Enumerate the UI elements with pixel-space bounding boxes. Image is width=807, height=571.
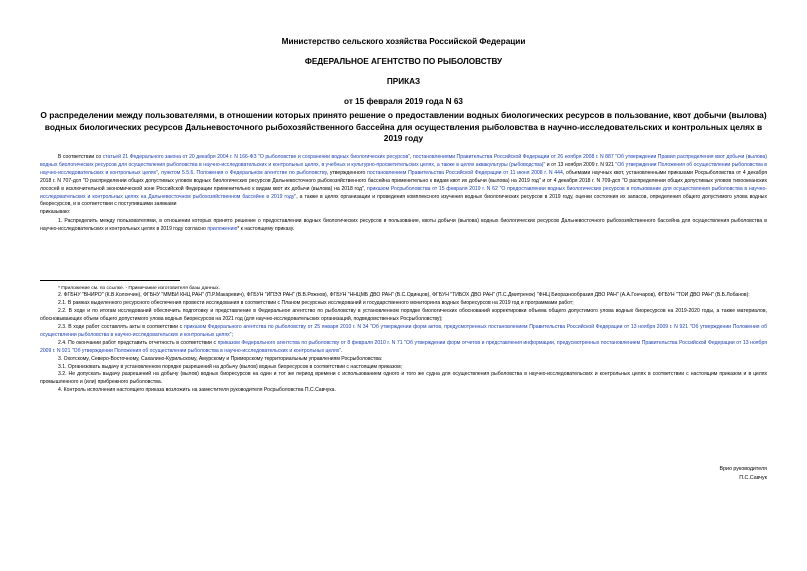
footnote: * Приложение см. по ссылке. - Примечание изготовителя базы данных.: [58, 286, 220, 291]
preamble-text: , объемами научных квот, установленными приказами Росрыболовства от 4 декабря 2018 г. N 707-дсп "О распределении общих допустимых уловов водных биологических ресурсов Дальневосточного рыбохозяйственного бассейна применительно к видам квот их добычи (вылова) на 2019 год" и от 4 декабря 2018 г. N 709-дсп "О распределении общих допустимых уловов тихоокеанских лососей в исключительной экономической зоне Российской Федерации применительно к видам квот их добычи (вылова) на 2018 год",: [40, 169, 767, 192]
preamble-text: и от 13 ноября 2009 г. N 921: [545, 161, 616, 168]
agency-regulation-link[interactable]: пунктом 5.5.6. Положения о Федеральном агентстве по рыболовству: [161, 169, 327, 176]
item-3-1: 3.1. Организовать выдачу в установленном порядке разрешений на добычу (вылов) водных биоресурсов в соответствии с настоящим приказом;: [58, 363, 402, 370]
signature-block: [720, 465, 767, 483]
document-body-continued: [40, 285, 767, 395]
document-type: ПРИКАЗ: [386, 77, 421, 86]
resolution-444-link[interactable]: постановлением Правительства Российской Федерации от 11 июня 2008 г. N 444: [367, 169, 563, 176]
item-2-4-text: .: [341, 347, 343, 354]
preamble-text: В соответствии со: [58, 154, 103, 160]
order-62-link[interactable]: приказом Росрыболовства от 15 февраля 2019 г. N 62 "О предоставлении водных биологических ресурсов в пользование для осуществления рыболовства в научно-исследовательских и контрольных целях на Дальневосточном рыбохозяйственном бассейне в 2019 году": [40, 185, 767, 200]
item-2-4: [40, 340, 767, 356]
preamble-text: , утвержденного: [326, 169, 368, 176]
item-1: [40, 218, 767, 234]
item-2-4-text: 2.4. По окончании работ представить отчетность в соответствии с: [58, 339, 218, 346]
footnote-divider: [40, 280, 180, 281]
item-1-text: * к настоящему приказу.: [237, 226, 295, 233]
item-3: 3. Охотскому, Северо-Восточному, Сахалино-Курильскому, Амурскому и Приморскому территориальным управлениям Росрыболовства:: [58, 355, 383, 362]
signatory-name: П.С.Савчук: [739, 475, 767, 481]
document-body: [40, 154, 767, 234]
document-date-number: от 15 февраля 2019 года N 63: [344, 97, 463, 106]
preamble-paragraph: [40, 154, 767, 209]
preamble-text: , а также в целях организации и проведения комплексного изучения водных биологических ресурсов в 2019 году, оценки состояния их запасов, определения общего допустимого улова водных биоресурсов, и в соответствии с поступившими заявками: [40, 193, 767, 208]
order-71-link[interactable]: приказом Федерального агентства по рыболовству от 8 февраля 2010 г. N 71 "Об утверждении форм отчетов и представления информации, предусмотренных постановлением Правительства Российской Федерации от 13 ноября 2009 г. N 921 "Об утверждении Положения об осуществлении рыболовства в научно-исследовательских и контрольных целях": [40, 339, 767, 354]
item-1-text: 1. Распределить между пользователями, в отношении которых принято решение о предоставлении водных биологических ресурсов в пользование, квоты добычи (вылова) водных биологических ресурсов Дальневосточного рыбохозяйственного бассейна для осуществления рыболовства в научно-исследовательских и контрольных целях в 2019 году согласно: [40, 218, 767, 233]
item-2-2: 2.2. В ходе и по итогам исследований обеспечить подготовку и представление в Федеральное агентство по рыболовству в установленном порядке биологических обоснований корректировки объема общего допустимого улова водных биоресурсов на 2019-2020 годы, а также материалов, обосновывающих объем общего допустимого улова водных биоресурсов на 2021 год (для научно-исследовательских организаций, подведомственных Росрыболовству);: [40, 308, 767, 323]
document-title: О распределении между пользователями, в отношении которых принято решение о предоставлении водных биологических ресурсов в пользование, квот добычи (вылова) водных биологических ресурсов Дальневосточного рыбохозяйственного бассейна для осуществления рыболовства в научно-исследовательских и контрольных целях в 2019 году: [40, 110, 767, 143]
item-4: 4. Контроль исполнения настоящего приказа возложить на заместителя руководителя Росрыболовства П.С.Савчука.: [58, 387, 336, 394]
item-2: 2. ФГБНУ "ВНИРО" (К.В.Колончин), ФГБНУ "ММБИ КНЦ РАН" (П.Р.Макаревич), ФГБУН "ИПЭЭ РАН" (В.В.Рожнов), ФГБУН "ННЦМБ ДВО РАН" (В.С.Одинцов), ФГБУН "ТИБОХ ДВО РАН" (П.С.Дмитренок) "ФНЦ Биоразнообразия ДВО РАН" (А.А.Гончаров), ФГБУН "ТОИ ДВО РАН" (В.Б.Лобанов):: [58, 292, 750, 299]
item-3-2: 3.2. Не допускать выдачу разрешений на добычу (вылов) водных биоресурсов на один и тот же период времени с использованием одного и того же судна для осуществления рыболовства в научно-исследовательских и контрольных целях в соответствии с настоящим приказом и в целях промышленного и (или) прибрежного рыболовства.: [40, 371, 767, 386]
preamble-text: ,: [410, 154, 413, 160]
resolution-921-link[interactable]: "Об утверждении Положения об осуществлении рыболовства в научно-исследовательских и контрольных целях": [40, 161, 767, 176]
item-2-1: 2.1. В рамках выделенного ресурсного обеспечения провести исследования в соответствии с Планом ресурсных исследований и государственного мониторинга водных биоресурсов на 2019 год и программами работ;: [58, 300, 574, 307]
item-2-3-text: ;: [231, 331, 233, 338]
signatory-position: Врио руководителя: [719, 466, 767, 472]
item-2-3-text: 2.3. В ходе работ составлять акты в соответствии с: [58, 324, 184, 331]
preamble-text: ,: [157, 169, 162, 176]
law-166-fz-link[interactable]: статьей 21 Федерального закона от 20 декабря 2004 г. N 166-ФЗ "О рыболовстве и сохранении водных биологических ресурсов": [102, 154, 411, 160]
resolution-887-link[interactable]: постановлениями Правительства Российской Федерации от 26 ноября 2008 г. N 887 "Об утверждении Правил распределения квот добычи (вылова) водных биологических ресурсов для осуществления рыболовства в научно-исследовательских и контрольных целях, в учебных и культурно-просветительских целях, а также в целях аквакультуры (рыбоводства)": [40, 154, 768, 168]
agency-name: ФЕДЕРАЛЬНОЕ АГЕНТСТВО ПО РЫБОЛОВСТВУ: [304, 57, 503, 66]
item-2-3: [40, 324, 767, 340]
document-header: [40, 36, 767, 107]
order-word: приказываю:: [40, 209, 71, 216]
appendix-link[interactable]: приложению: [207, 226, 238, 233]
ministry-name: Министерство сельского хозяйства Российской Федерации: [281, 37, 526, 46]
order-34-link[interactable]: приказом Федерального агентства по рыболовству от 25 января 2010 г. N 34 "Об утверждении форм актов, предусмотренных постановлением Правительства Российской Федерации от 13 ноября 2009 г. N 921 "Об утверждении Положения об осуществлении рыболовства в научно-исследовательских и контрольных целях": [40, 324, 768, 338]
